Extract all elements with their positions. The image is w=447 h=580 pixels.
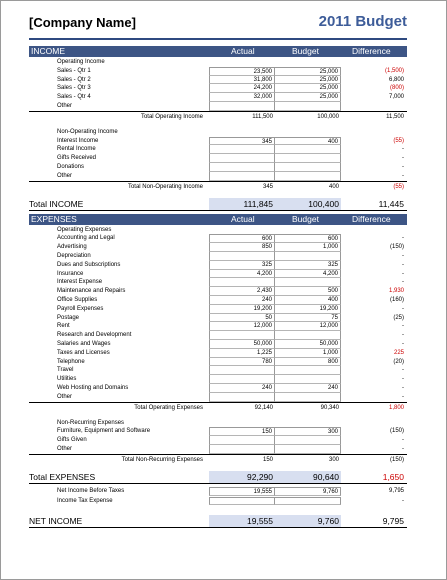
line-item — [29, 163, 407, 172]
difference-value: - — [402, 235, 404, 242]
group-heading — [29, 226, 407, 235]
column-header-budget: Budget — [292, 213, 319, 224]
actual-input[interactable] — [209, 375, 275, 384]
difference-value: (150) — [389, 244, 404, 251]
actual-input[interactable]: 12,000 — [209, 322, 275, 331]
company-name[interactable]: [Company Name] — [29, 15, 136, 30]
difference-value: 225 — [393, 349, 404, 356]
subtotal-row — [29, 454, 407, 465]
actual-input[interactable] — [209, 393, 275, 402]
budget-title: 2011 Budget — [318, 13, 407, 30]
total-actual: 19,555 — [247, 516, 273, 527]
group-heading-label: Non-Recurring Expenses — [57, 419, 125, 426]
line-item-label: Office Supplies — [57, 297, 98, 303]
budget-input[interactable]: 4,200 — [275, 270, 341, 279]
total-label: NET INCOME — [29, 516, 83, 527]
total-difference: 11,445 — [378, 198, 404, 209]
column-header-budget: Budget — [292, 46, 319, 56]
budget-input[interactable] — [275, 375, 341, 384]
line-item-label: Research and Development — [57, 332, 132, 339]
actual-input[interactable]: 240 — [209, 296, 275, 305]
total-actual: 92,290 — [247, 471, 273, 482]
column-header-actual: Actual — [231, 213, 255, 224]
budget-input[interactable]: 800 — [275, 358, 341, 367]
subtotal-difference: (55) — [393, 183, 404, 190]
difference-value: - — [402, 172, 404, 179]
budget-input[interactable]: 1,000 — [275, 349, 341, 358]
budget-input[interactable]: 25,000 — [275, 93, 341, 102]
line-item — [29, 375, 407, 384]
difference-value: (150) — [389, 428, 404, 435]
actual-input[interactable] — [209, 278, 275, 287]
line-item — [29, 84, 407, 93]
header-rule — [29, 38, 407, 40]
column-header-difference: Difference — [352, 213, 391, 224]
line-item — [29, 296, 407, 305]
line-item-label: Other — [57, 172, 73, 179]
actual-input[interactable]: 19,200 — [209, 305, 275, 314]
actual-input[interactable]: 1,225 — [209, 349, 275, 358]
group-heading — [29, 419, 407, 428]
line-item — [29, 102, 407, 111]
total-budget: 100,400 — [308, 198, 339, 209]
line-item-label: Depreciation — [57, 253, 91, 259]
subtotal-budget: 100,000 — [317, 113, 339, 120]
budget-input[interactable]: 75 — [275, 314, 341, 323]
line-item — [29, 436, 407, 445]
line-item — [29, 252, 407, 261]
subtotal-budget: 400 — [328, 183, 339, 190]
actual-input[interactable]: 345 — [209, 137, 275, 146]
total-label: Total EXPENSES — [29, 471, 96, 482]
difference-value: (800) — [389, 85, 404, 92]
line-item-label: Rental Income — [57, 146, 96, 153]
subtotal-budget: 90,340 — [320, 404, 339, 411]
actual-input[interactable] — [209, 163, 275, 172]
subtotal-difference: (150) — [389, 456, 404, 463]
budget-input[interactable] — [275, 366, 341, 375]
line-item — [29, 340, 407, 349]
line-item — [29, 261, 407, 270]
actual-input[interactable]: 600 — [209, 234, 275, 243]
actual-input[interactable]: 23,500 — [209, 67, 275, 76]
actual-input[interactable]: 150 — [209, 427, 275, 436]
group-heading-label: Operating Expenses — [57, 226, 112, 233]
difference-value: - — [402, 437, 404, 444]
summary-label: Net Income Before Taxes — [57, 487, 125, 494]
difference-value: (20) — [393, 358, 404, 365]
difference-value: - — [402, 332, 404, 339]
summary-budget: 9,760 — [275, 487, 341, 496]
summary-actual: 19,555 — [209, 487, 275, 496]
subtotal-difference: 11,500 — [386, 113, 404, 120]
difference-value: 6,800 — [388, 76, 404, 83]
actual-input[interactable]: 325 — [209, 261, 275, 270]
subtotal-row — [29, 402, 407, 413]
line-item — [29, 270, 407, 279]
line-item-label: Gifts Given — [57, 437, 87, 444]
line-item-label: Dues and Subscriptions — [57, 261, 121, 268]
line-item — [29, 331, 407, 340]
total-expenses-row — [29, 471, 407, 484]
net-income-row — [29, 515, 407, 528]
difference-value: (1,500) — [384, 67, 404, 74]
line-item — [29, 384, 407, 393]
difference-value: - — [402, 155, 404, 162]
summary-row — [29, 497, 407, 506]
subtotal-actual: 150 — [262, 456, 273, 463]
budget-input[interactable]: 19,200 — [275, 305, 341, 314]
subtotal-actual: 111,500 — [252, 113, 273, 120]
line-item — [29, 278, 407, 287]
summary-difference: 9,795 — [388, 487, 404, 494]
total-budget: 90,640 — [313, 471, 339, 482]
actual-input[interactable] — [209, 172, 275, 181]
subtotal-actual: 92,140 — [254, 404, 273, 411]
budget-input[interactable] — [275, 393, 341, 402]
line-item — [29, 172, 407, 181]
line-item — [29, 234, 407, 243]
actual-input[interactable]: 32,000 — [209, 93, 275, 102]
line-item-label: Rent — [57, 323, 70, 330]
budget-input[interactable] — [275, 172, 341, 181]
budget-input[interactable]: 300 — [275, 427, 341, 436]
subtotal-label: Total Operating Expenses — [134, 404, 203, 411]
line-item-label: Other — [57, 393, 73, 400]
difference-value: (55) — [393, 137, 404, 144]
line-item-label: Utilities — [57, 376, 77, 383]
line-item — [29, 305, 407, 314]
line-item-label: Travel — [57, 367, 74, 374]
budget-input[interactable] — [275, 445, 341, 454]
difference-value: - — [402, 270, 404, 277]
actual-input[interactable] — [209, 154, 275, 163]
difference-value: 1,930 — [388, 288, 404, 295]
line-item — [29, 76, 407, 85]
difference-value: - — [402, 164, 404, 170]
difference-value: - — [402, 367, 404, 374]
line-item — [29, 67, 407, 76]
line-item-label: Donations — [57, 164, 85, 170]
line-item-label: Interest Expense — [57, 279, 103, 286]
summary-row — [29, 487, 407, 496]
budget-input[interactable]: 25,000 — [275, 76, 341, 85]
difference-value: (160) — [389, 297, 404, 303]
line-item-label: Sales - Qtr 2 — [57, 76, 91, 83]
actual-input[interactable] — [209, 445, 275, 454]
line-item-label: Web Hosting and Domains — [57, 385, 129, 391]
actual-input[interactable]: 4,200 — [209, 270, 275, 279]
subtotal-difference: 1,800 — [388, 404, 404, 411]
subtotal-budget: 300 — [328, 456, 339, 463]
section-label: EXPENSES — [31, 213, 77, 224]
line-item — [29, 93, 407, 102]
line-item-label: Furniture, Equipment and Software — [57, 428, 151, 435]
line-item — [29, 322, 407, 331]
line-item — [29, 287, 407, 296]
subtotal-label: Total Non-Operating Income — [127, 183, 203, 190]
summary-actual[interactable] — [209, 497, 275, 506]
subtotal-actual: 345 — [262, 183, 273, 190]
difference-value: - — [402, 376, 404, 383]
budget-input[interactable] — [275, 278, 341, 287]
actual-input[interactable]: 50 — [209, 314, 275, 323]
column-header-actual: Actual — [231, 46, 255, 56]
difference-value: - — [402, 323, 404, 330]
total-income-row — [29, 198, 407, 211]
summary-difference: - — [402, 497, 404, 504]
difference-value: 7,000 — [388, 94, 404, 101]
line-item-label: Payroll Expenses — [57, 305, 104, 312]
group-heading-label: Non-Operating Income — [57, 128, 118, 135]
section-band — [29, 46, 407, 57]
total-difference: 1,650 — [382, 471, 404, 482]
subtotal-row — [29, 181, 407, 192]
actual-input[interactable] — [209, 145, 275, 154]
budget-input[interactable] — [275, 163, 341, 172]
total-actual: 111,845 — [243, 198, 273, 209]
budget-input[interactable] — [275, 154, 341, 163]
difference-value: - — [402, 393, 404, 400]
difference-value: (25) — [393, 314, 404, 321]
budget-input[interactable]: 1,000 — [275, 243, 341, 252]
budget-input[interactable]: 25,000 — [275, 84, 341, 93]
line-item — [29, 445, 407, 454]
line-item-label: Sales - Qtr 3 — [57, 85, 91, 92]
actual-input[interactable]: 31,800 — [209, 76, 275, 85]
line-item — [29, 145, 407, 154]
line-item — [29, 137, 407, 146]
section-label: INCOME — [31, 46, 65, 56]
line-item-label: Postage — [57, 314, 80, 321]
budget-input[interactable] — [275, 252, 341, 261]
actual-input[interactable]: 50,000 — [209, 340, 275, 349]
line-item-label: Other — [57, 446, 73, 452]
subtotal-row — [29, 111, 407, 122]
line-item-label: Gifts Received — [57, 155, 97, 162]
difference-value — [341, 102, 407, 111]
line-item — [29, 393, 407, 402]
actual-input[interactable] — [209, 252, 275, 261]
total-budget: 9,760 — [317, 516, 339, 527]
total-label: Total INCOME — [29, 198, 84, 209]
line-item — [29, 154, 407, 163]
total-difference: 9,795 — [382, 516, 404, 527]
actual-input[interactable] — [209, 366, 275, 375]
actual-input[interactable]: 24,200 — [209, 84, 275, 93]
line-item — [29, 427, 407, 436]
subtotal-label: Total Operating Income — [140, 113, 203, 120]
actual-input[interactable] — [209, 331, 275, 340]
line-item-label: Sales - Qtr 4 — [57, 94, 91, 101]
line-item-label: Other — [57, 103, 73, 109]
budget-input[interactable]: 500 — [275, 287, 341, 296]
line-item-label: Accounting and Legal — [57, 235, 115, 242]
actual-input[interactable]: 2,430 — [209, 287, 275, 296]
line-item-label: Taxes and Licenses — [57, 349, 110, 356]
actual-input[interactable] — [209, 102, 275, 111]
line-item-label: Salaries and Wages — [57, 341, 111, 347]
line-item — [29, 358, 407, 367]
difference-value: - — [402, 253, 404, 259]
actual-input[interactable] — [209, 436, 275, 445]
line-item — [29, 349, 407, 358]
budget-input[interactable] — [275, 145, 341, 154]
difference-value: - — [402, 305, 404, 312]
budget-input[interactable]: 240 — [275, 384, 341, 393]
line-item — [29, 243, 407, 252]
section-band — [29, 214, 407, 225]
difference-value: - — [402, 146, 404, 153]
summary-budget[interactable] — [275, 497, 341, 506]
budget-input[interactable]: 12,000 — [275, 322, 341, 331]
budget-input[interactable]: 50,000 — [275, 340, 341, 349]
actual-input[interactable]: 240 — [209, 384, 275, 393]
budget-input[interactable] — [275, 102, 341, 111]
difference-value: - — [402, 279, 404, 286]
sheet-header — [29, 15, 407, 35]
line-item-label: Interest Income — [57, 137, 99, 144]
line-item-label: Sales - Qtr 1 — [57, 67, 91, 74]
line-item-label: Telephone — [57, 358, 85, 365]
actual-input[interactable]: 780 — [209, 358, 275, 367]
line-item-label: Insurance — [57, 270, 84, 277]
budget-input[interactable] — [275, 331, 341, 340]
budget-input[interactable]: 325 — [275, 261, 341, 270]
subtotal-label: Total Non-Recurring Expenses — [121, 456, 203, 463]
budget-input[interactable] — [275, 436, 341, 445]
line-item-label: Advertising — [57, 244, 87, 251]
difference-value: - — [402, 385, 404, 391]
line-item-label: Maintenance and Repairs — [57, 288, 126, 295]
difference-value: - — [402, 446, 404, 452]
column-header-difference: Difference — [352, 46, 391, 56]
line-item — [29, 314, 407, 323]
difference-value: - — [402, 261, 404, 268]
actual-input[interactable]: 850 — [209, 243, 275, 252]
budget-input[interactable]: 25,000 — [275, 67, 341, 76]
summary-label: Income Tax Expense — [57, 497, 113, 504]
group-heading-label: Operating Income — [57, 59, 105, 65]
budget-input[interactable]: 400 — [275, 137, 341, 146]
group-heading — [29, 128, 407, 137]
budget-input[interactable]: 600 — [275, 234, 341, 243]
line-item — [29, 366, 407, 375]
group-heading — [29, 58, 407, 67]
difference-value: - — [402, 341, 404, 347]
budget-input[interactable]: 400 — [275, 296, 341, 305]
